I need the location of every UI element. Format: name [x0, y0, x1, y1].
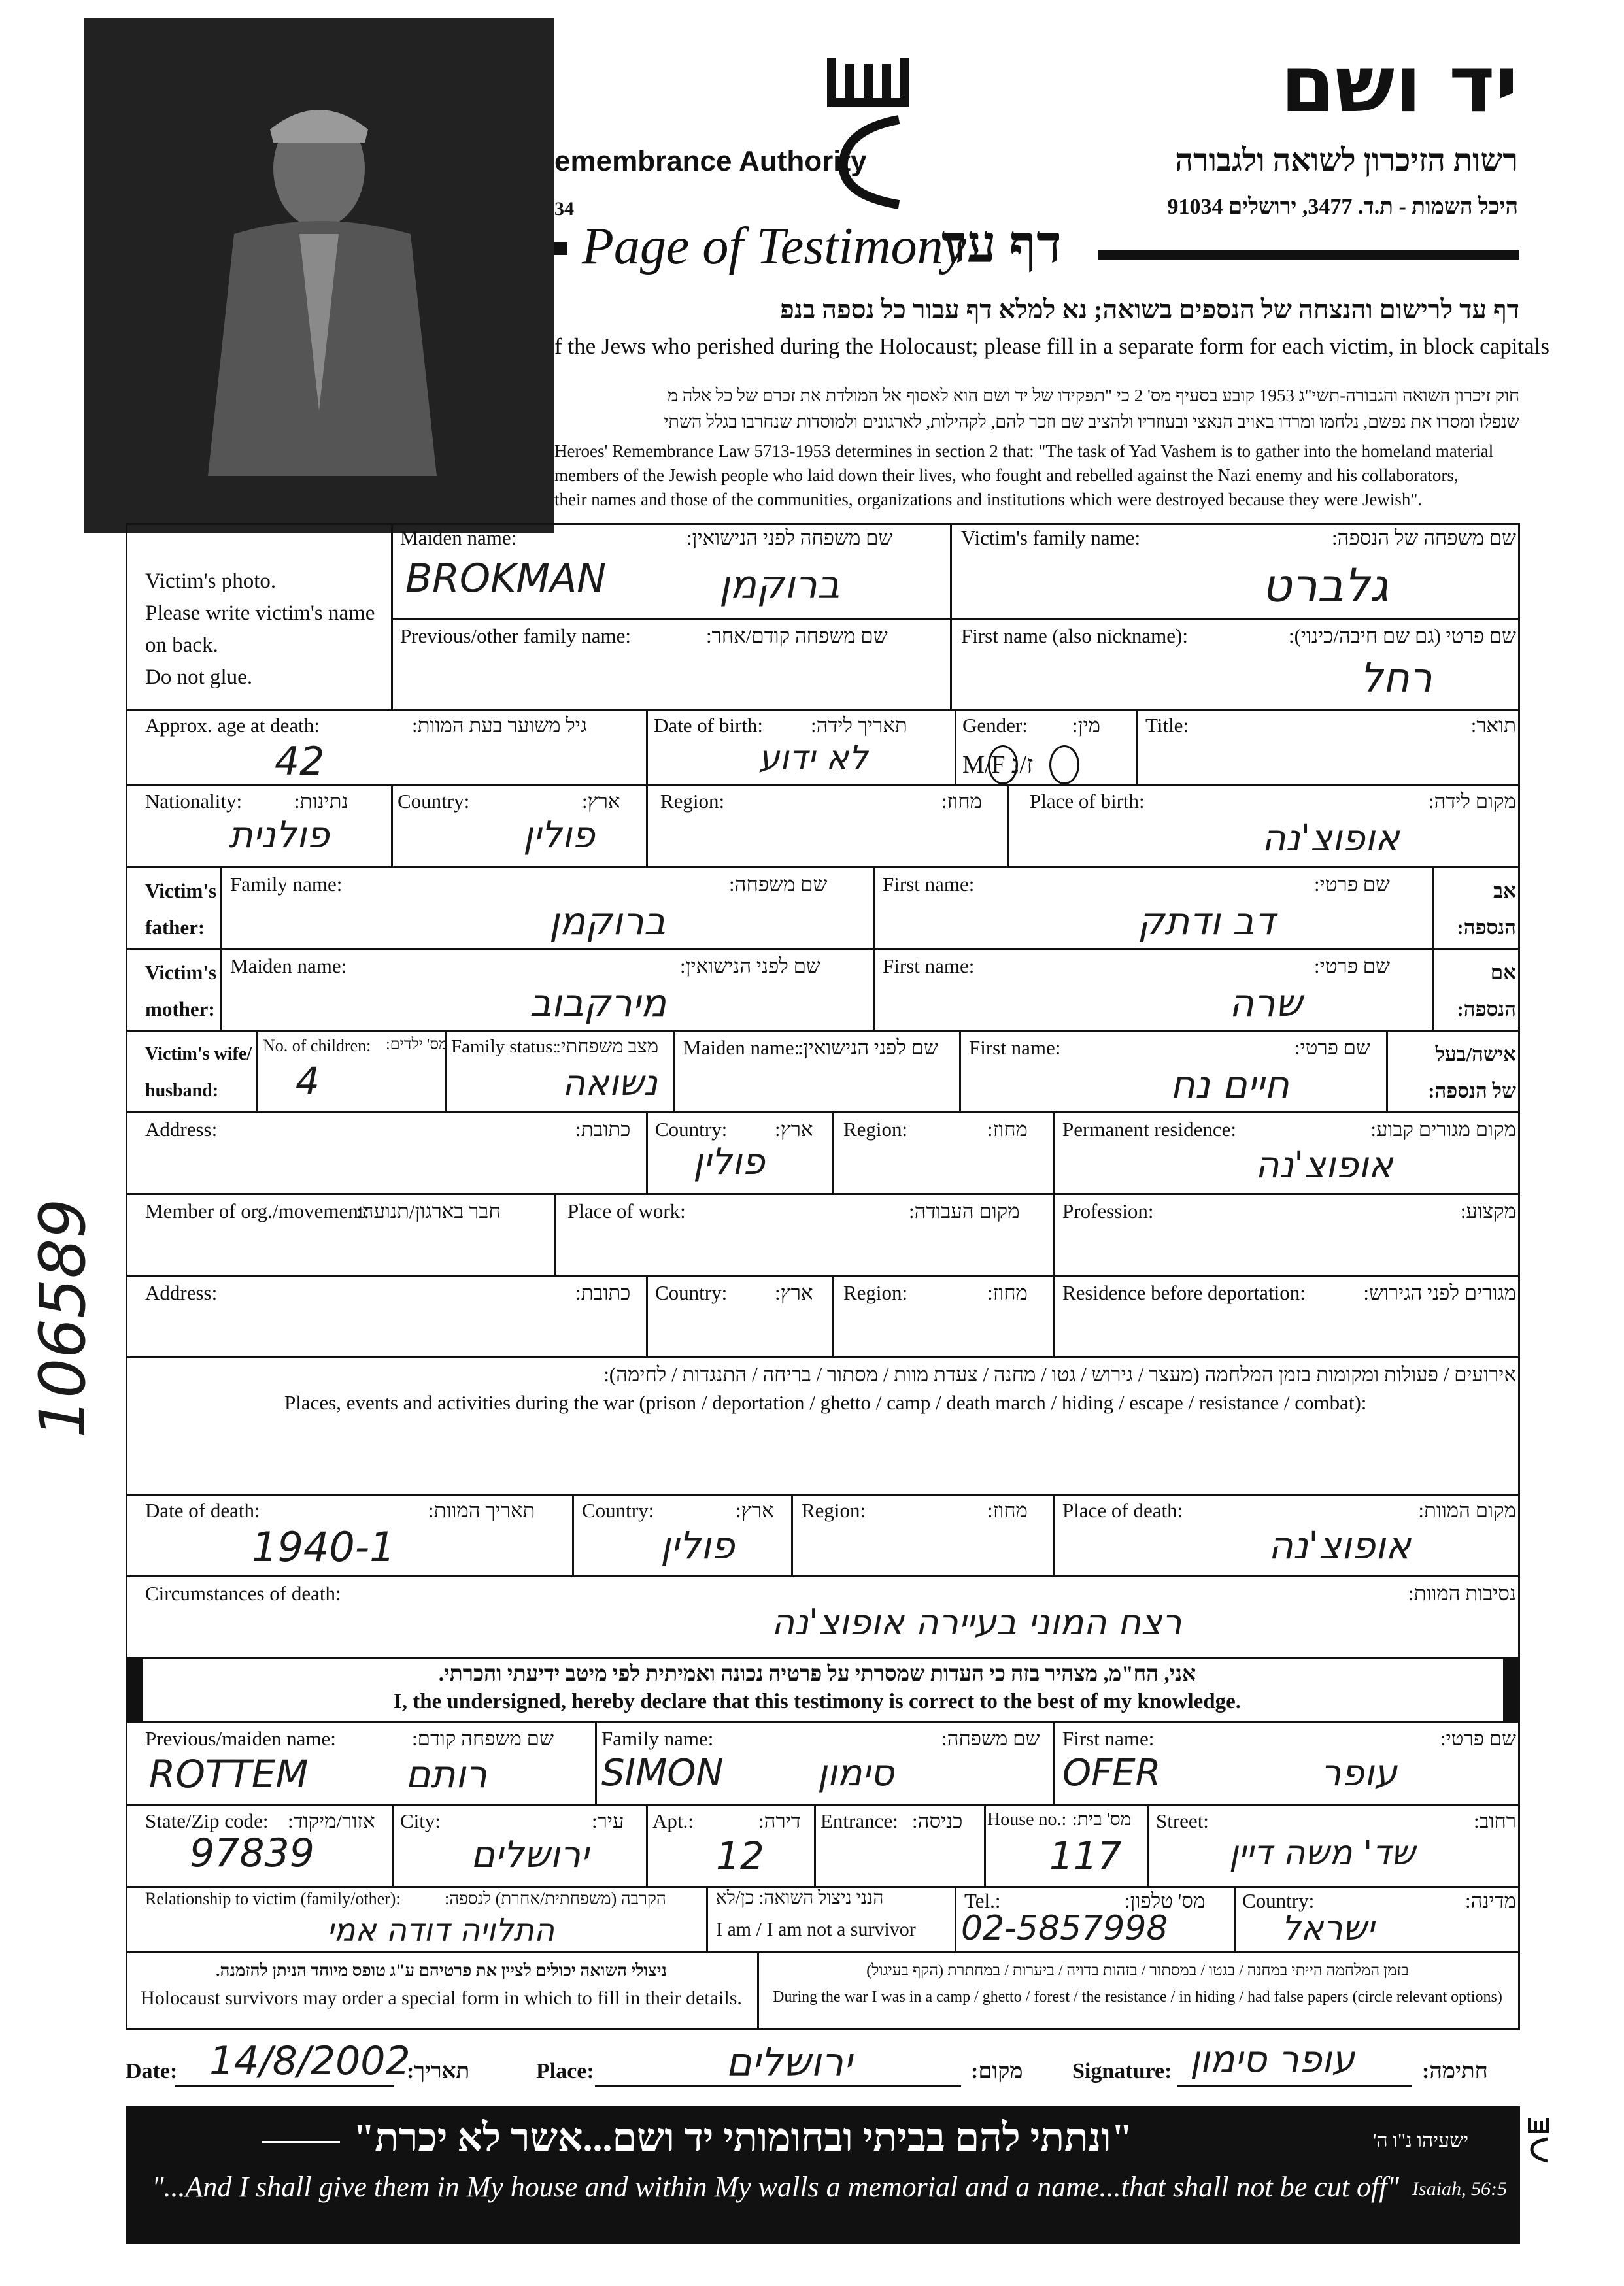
res-country-value: פולין — [693, 1141, 765, 1183]
org-subtitle-he: רשות הזיכרון לשואה ולגבורה — [1175, 143, 1518, 178]
title-bullet — [554, 242, 567, 255]
spouse-side-he: אישה/בעל של הנספה: — [1428, 1043, 1516, 1102]
org-movement-label: Member of org./movement: — [145, 1200, 369, 1222]
title-label: Title: — [1145, 714, 1189, 737]
date-label: Date: — [126, 2059, 178, 2083]
street-label: Street: — [1156, 1809, 1209, 1832]
children-label: No. of children: — [263, 1036, 371, 1055]
deport-address-label-he: כתובת: — [575, 1281, 631, 1304]
zip-label-he: אזור/מיקוד: — [288, 1809, 375, 1832]
footer-ref-he: ישעיהו נ"ו ה' — [1373, 2130, 1469, 2151]
birthplace-label: Place of birth: — [1030, 790, 1145, 813]
dob-value: לא ידוע — [758, 739, 868, 778]
deport-address-label: Address: — [145, 1281, 218, 1304]
death-country-label: Country: — [582, 1499, 654, 1522]
res-region-label-he: מחוז: — [987, 1118, 1028, 1141]
mother-first-label-he: שם פרטי: — [1314, 954, 1390, 977]
nationality-value: פולנית — [229, 814, 330, 856]
city-value: ירושלים — [471, 1834, 589, 1876]
signature-value: עופר סימון — [1190, 2038, 1355, 2081]
victim-maiden-label: Maiden name: — [400, 526, 517, 549]
footer-ref-en: Isaiah, 56:5 — [1412, 2178, 1507, 2200]
law-he-1: חוק זיכרון השואה והגבורה-תשי"ג 1953 קובע בסעיף מס' 2 כי "תפקידו של יד ושם הוא לאסוף אל המולדת את זכרם של כל אלה מ — [667, 386, 1519, 405]
archive-number: 106589 — [26, 1198, 99, 1438]
res-region-label: Region: — [843, 1118, 908, 1141]
submitter-prev-name-label: Previous/maiden name: — [145, 1727, 336, 1750]
gender-circle-n — [1049, 745, 1079, 784]
victim-family-label: Victim's family name: — [961, 526, 1141, 549]
house-no-value: 117 — [1049, 1834, 1122, 1878]
entrance-label: Entrance: — [820, 1809, 898, 1832]
place-label-he: מקום: — [971, 2059, 1023, 2083]
country-value: פולין — [523, 814, 595, 856]
children-value: 4 — [296, 1059, 320, 1103]
father-family-label-he: שם משפחה: — [729, 873, 828, 896]
age-label-he: גיל משוער בעת המוות: — [412, 714, 588, 737]
victim-maiden-value-he: ברוקמן — [719, 562, 840, 608]
city-label-he: עיר: — [592, 1809, 624, 1832]
nationality-label: Nationality: — [145, 790, 243, 813]
war-events-label-en: Places, events and activities during the war (prison / deportation / ghetto / camp / death march / hiding / escape / resistance / combat): — [284, 1391, 1367, 1414]
mother-maiden-value: מירקבוב — [530, 981, 667, 1025]
tel-value: 02-5857998 — [961, 1909, 1168, 1948]
gender-options: M/F ז/נ — [962, 751, 1034, 779]
work-place-label-he: מקום העבודה: — [909, 1200, 1020, 1222]
law-en-2: members of the Jewish people who laid down their lives, who fought and rebelled against the Nazi enemy and his collaborators, — [554, 465, 1459, 485]
victim-prev-name-label: Previous/other family name: — [400, 624, 631, 647]
victim-prev-name-label-he: שם משפחה קודם/אחר: — [706, 624, 888, 647]
spouse-maiden-label-he: שם לפני הנישואין: — [798, 1036, 938, 1059]
declaration-he: אני, הח"מ, מצהיר בזה כי העדות שמסרתי על פרטיה נכונה ואמיתית לפי מיטב ידיעתי והכרתי. — [438, 1662, 1196, 1686]
dob-label-he: תאריך לידה: — [811, 714, 907, 737]
photo-instructions: Victim's photo. Please write victim's name on back. Do not glue. — [145, 569, 375, 689]
law-en-1: Heroes' Remembrance Law 5713-1953 determines in section 2 that: "The task of Yad Vashem is to gather into the homeland material — [554, 441, 1494, 461]
country-submitter-label-he: מדינה: — [1465, 1889, 1516, 1912]
death-date-value: 1940-1 — [252, 1523, 396, 1571]
father-family-value: ברוקמן — [549, 899, 666, 943]
relationship-label: Relationship to victim (family/other): — [145, 1889, 401, 1908]
death-region-label: Region: — [802, 1499, 866, 1522]
apt-label: Apt.: — [652, 1809, 694, 1832]
submitter-family-value-en: SIMON — [601, 1752, 724, 1794]
father-first-value: דב ודתק — [1138, 899, 1276, 943]
permanent-residence-label-he: מקום מגורים קבוע: — [1370, 1118, 1516, 1141]
org-name-en: emembrance Authority — [554, 145, 867, 177]
footer-logo-icon — [1527, 2118, 1553, 2164]
submitter-first-label-he: שם פרטי: — [1440, 1727, 1516, 1750]
survivor-note-en: Holocaust survivors may order a special form in which to fill in their details. — [141, 1987, 742, 2009]
deport-country-label-he: ארץ: — [775, 1281, 813, 1304]
submitter-family-label: Family name: — [601, 1727, 714, 1750]
father-family-label: Family name: — [230, 873, 343, 896]
house-no-label: House no.: — [987, 1809, 1067, 1830]
victim-maiden-label-he: שם משפחה לפני הנישואין: — [686, 526, 893, 549]
death-circumstances-label-he: נסיבות המוות: — [1408, 1582, 1516, 1605]
footer-quote-en: "...And I shall give them in My house and within My walls a memorial and a name...that shall not be cut off" — [152, 2171, 1399, 2203]
spouse-side-en: Victim's wife/ husband: — [145, 1044, 252, 1101]
date-value: 14/8/2002 — [209, 2038, 411, 2084]
mother-maiden-label: Maiden name: — [230, 954, 347, 977]
deport-region-label: Region: — [843, 1281, 908, 1304]
death-place-label: Place of death: — [1062, 1499, 1183, 1522]
country-submitter-label: Country: — [1242, 1889, 1315, 1912]
work-place-label: Place of work: — [567, 1200, 686, 1222]
gender-label: Gender: — [962, 714, 1028, 737]
permanent-residence-label: Permanent residence: — [1062, 1118, 1236, 1141]
page-title-en: Page of Testimony — [582, 218, 967, 275]
survivor-options[interactable]: I am / I am not a survivor — [716, 1919, 916, 1940]
res-country-label-he: ארץ: — [775, 1118, 813, 1141]
signature-label-he: חתימה: — [1422, 2059, 1488, 2083]
submitter-prev-name-label-he: שם משפחה קודם: — [412, 1727, 554, 1750]
death-date-label: Date of death: — [145, 1499, 260, 1522]
yad-vashem-logo-icon — [820, 58, 919, 214]
page-title-he: דף עד — [941, 216, 1062, 274]
gender-circle-f — [988, 745, 1018, 784]
mother-maiden-label-he: שם לפני הנישואין: — [680, 954, 820, 977]
org-movement-label-he: חבר בארגון/תנועה: — [356, 1200, 501, 1222]
street-label-he: רחוב: — [1473, 1809, 1516, 1832]
death-place-label-he: מקום המוות: — [1418, 1499, 1516, 1522]
declaration-en: I, the undersigned, hereby declare that this testimony is correct to the best of my knowledge. — [393, 1690, 1242, 1713]
deport-country-label: Country: — [655, 1281, 728, 1304]
profession-label: Profession: — [1062, 1200, 1154, 1222]
residence-before-deportation-label-he: מגורים לפני הגירוש: — [1363, 1281, 1516, 1304]
victim-family-label-he: שם משפחה של הנספה: — [1332, 526, 1516, 549]
victim-family-value: גלברט — [1262, 559, 1389, 613]
region-label: Region: — [660, 790, 725, 813]
law-he-2: שנפלו ומסרו את נפשם, נלחמו ומרדו באויב הנאצי ובעוזריו ולהציב שם וזכר להם, לקהילות, לארגונים ולמוסדות שנחרבו בגלל השתי — [664, 412, 1519, 431]
death-country-label-he: ארץ: — [736, 1499, 774, 1522]
dob-label: Date of birth: — [654, 714, 764, 737]
death-circumstances-label: Circumstances of death: — [145, 1582, 341, 1605]
entrance-label-he: כניסה: — [912, 1809, 963, 1832]
victim-maiden-value-en: BROKMAN — [405, 556, 607, 601]
father-first-label: First name: — [883, 873, 975, 896]
nationality-label-he: נתינות: — [294, 790, 348, 813]
submitter-prev-name-value-he: רותם — [405, 1752, 488, 1796]
victim-first-name-label-he: שם פרטי (גם שם חיבה/כינוי): — [1288, 624, 1516, 647]
mother-side-en: Victim's mother: — [145, 961, 217, 1020]
footer-quote-he: "ונתתי להם בביתי ובחומותי יד ושם...אשר לא יכרת" — [353, 2116, 1133, 2159]
camp-note-en: During the war I was in a camp / ghetto / forest / the resistance / in hiding / had false papers (circle relevant options) — [773, 1989, 1502, 2006]
spouse-maiden-label: Maiden name: — [683, 1036, 800, 1059]
org-address-he: היכל השמות - ת.ד. 3477, ירושלים 91034 — [1167, 195, 1518, 219]
death-circumstances-value: רצח המוני בעיירה אופוצ'נה — [771, 1602, 1182, 1643]
region-label-he: מחוז: — [941, 790, 982, 813]
spouse-first-label-he: שם פרטי: — [1294, 1036, 1370, 1059]
residence-before-deportation-label: Residence before deportation: — [1062, 1281, 1306, 1304]
submitter-first-value-he: עופר — [1321, 1752, 1397, 1794]
family-status-label: Family status: — [451, 1036, 558, 1057]
submitter-prev-name-value-en: ROTTEM — [149, 1752, 309, 1796]
apt-label-he: דירה: — [758, 1809, 801, 1832]
country-submitter-value: ישראל — [1281, 1909, 1375, 1948]
survivor-note-he: ניצולי השואה יכולים לציין את פרטיהם ע"ג טופס מיוחד הניתן להזמנה. — [216, 1961, 667, 1980]
place-label: Place: — [536, 2059, 594, 2083]
apt-value: 12 — [716, 1834, 764, 1878]
children-label-he: מס' ילדים: — [386, 1036, 448, 1053]
law-en-3: their names and those of the communities, organizations and institutions which were destroyed because they were Jewish". — [554, 490, 1423, 509]
victim-portrait-image — [84, 18, 554, 533]
street-value: שד' משה דיין — [1229, 1834, 1415, 1873]
birthplace-value: אופוצ'נה — [1262, 817, 1400, 860]
camp-note-he: בזמן המלחמה הייתי במחנה / בגטו / במסתור / בזהות בדויה / ביערות / במחתרת (הקף בעיגול) — [866, 1962, 1409, 1979]
mother-first-label: First name: — [883, 954, 975, 977]
country-label: Country: — [398, 790, 470, 813]
family-status-value: נשואה — [562, 1062, 658, 1103]
spouse-first-value: חיים נח — [1170, 1062, 1289, 1107]
city-label: City: — [400, 1809, 441, 1832]
family-status-label-he: מצב משפחתי: — [556, 1036, 659, 1057]
tel-label-he: מס' טלפון: — [1125, 1889, 1206, 1912]
photo-attached — [84, 18, 554, 533]
profession-label-he: מקצוע: — [1460, 1200, 1516, 1222]
mother-side-he: אם הנספה: — [1457, 961, 1516, 1020]
zip-value: 97839 — [190, 1830, 314, 1876]
zip-label: State/Zip code: — [145, 1809, 269, 1832]
birthplace-label-he: מקום לידה: — [1429, 790, 1516, 813]
place-value: ירושלים — [726, 2040, 853, 2085]
org-name-he: יד ושם — [1280, 39, 1518, 130]
date-label-he: תאריך: — [407, 2059, 470, 2083]
age-label: Approx. age at death: — [145, 714, 320, 737]
permanent-residence-value: אופוצ'נה — [1255, 1144, 1393, 1186]
death-region-label-he: מחוז: — [987, 1499, 1028, 1522]
war-events-label-he: אירועים / פעולות ומקומות בזמן המלחמה (מעצר / גירוש / גטו / מחנה / צעדת מוות / מסתור / בריחה / התנגדות / לחימה): — [603, 1363, 1516, 1386]
father-side-en: Victim's father: — [145, 879, 217, 939]
age-value: 42 — [275, 739, 325, 784]
signature-label: Signature: — [1072, 2059, 1172, 2083]
victim-first-name-label: First name (also nickname): — [961, 624, 1188, 647]
res-country-label: Country: — [655, 1118, 728, 1141]
father-first-label-he: שם פרטי: — [1314, 873, 1390, 896]
intro-en: f the Jews who perished during the Holocaust; please fill in a separate form for each victim, in block capitals — [554, 333, 1550, 359]
relationship-label-he: הקרבה (משפחתית/אחרת) לנספה: — [445, 1889, 666, 1908]
submitter-first-label: First name: — [1062, 1727, 1155, 1750]
submitter-family-label-he: שם משפחה: — [941, 1727, 1040, 1750]
spouse-first-label: First name: — [969, 1036, 1061, 1059]
death-country-value: פולין — [660, 1523, 735, 1568]
death-date-label-he: תאריך המוות: — [428, 1499, 535, 1522]
intro-he: דף עד לרישום והנצחה של הנספים בשואה; נא למלא דף עבור כל נספה בנפ — [779, 295, 1519, 324]
title-label-he: תואר: — [1470, 714, 1516, 737]
victim-first-name-value: רחל — [1360, 654, 1432, 701]
submitter-first-value-en: OFER — [1062, 1752, 1161, 1794]
mother-first-value: שרה — [1229, 981, 1302, 1025]
title-rule — [1098, 250, 1519, 260]
address-label-he: כתובת: — [575, 1118, 631, 1141]
relationship-value: התלויה דודה אמי — [327, 1912, 555, 1949]
tel-label: Tel.: — [964, 1889, 1001, 1912]
gender-label-he: מין: — [1072, 714, 1101, 737]
deport-region-label-he: מחוז: — [987, 1281, 1028, 1304]
submitter-family-value-he: סימון — [817, 1752, 894, 1794]
survivor-label-he: הנני ניצול השואה: כן/לא — [716, 1888, 884, 1908]
form-id-fragment: 34 — [554, 198, 574, 220]
country-label-he: ארץ: — [582, 790, 620, 813]
father-side-he: אב הנספה: — [1457, 879, 1516, 939]
address-label: Address: — [145, 1118, 218, 1141]
house-no-label-he: מס' בית: — [1072, 1809, 1132, 1830]
death-place-value: אופוצ'נה — [1268, 1523, 1412, 1568]
